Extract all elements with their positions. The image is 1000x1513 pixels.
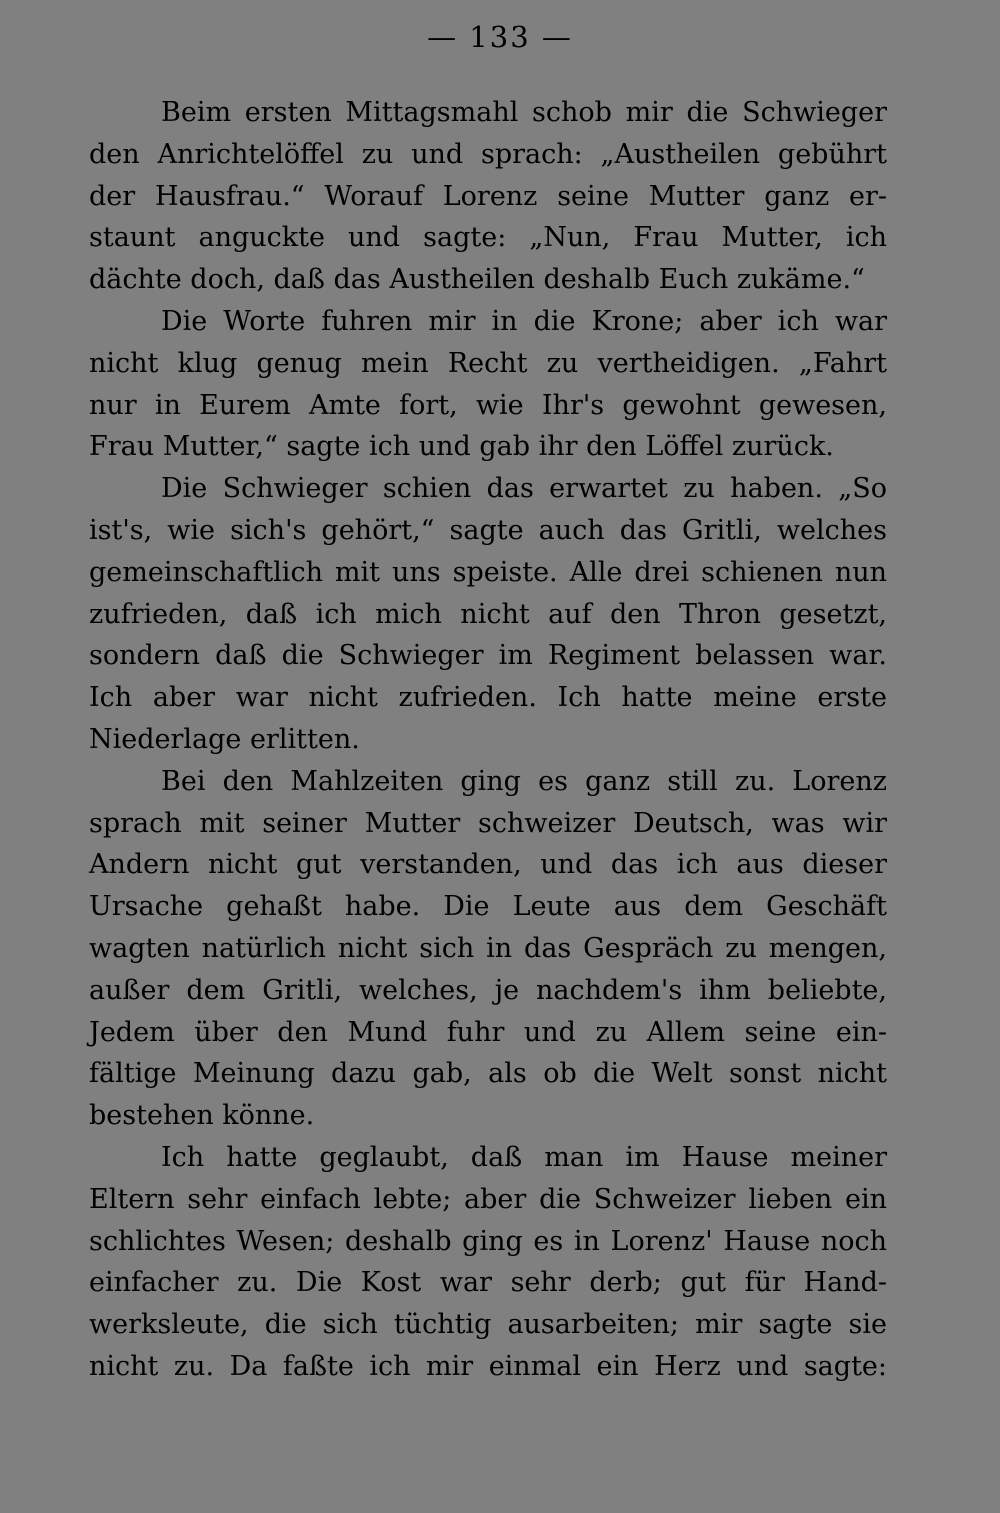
text-line: Jedem über den Mund fuhr und zu Allem seine ein- xyxy=(89,1016,887,1048)
text-line: Die Schwieger schien das erwartet zu haben. „So xyxy=(161,473,887,505)
text-line: der Hausfrau.“ Worauf Lorenz seine Mutter ganz er- xyxy=(89,180,887,212)
text-line: ist's, wie sich's gehört,“ sagte auch das Gritli, welches xyxy=(89,514,887,546)
text-line: Eltern sehr einfach lebte; aber die Schweizer lieben ein xyxy=(89,1183,887,1215)
text-line: einfacher zu. Die Kost war sehr derb; gut für Hand- xyxy=(89,1267,887,1299)
text-line: dächte doch, daß das Austheilen deshalb Euch zukäme.“ xyxy=(89,264,865,296)
text-line: nur in Eurem Amte fort, wie Ihr's gewohnt gewesen, xyxy=(89,389,887,421)
text-line: staunt anguckte und sagte: „Nun, Frau Mutter, ich xyxy=(89,222,887,254)
text-line: Beim ersten Mittagsmahl schob mir die Schwieger xyxy=(161,97,887,128)
text-line: schlichtes Wesen; deshalb ging es in Lorenz' Hause noch xyxy=(89,1225,887,1257)
page-number: — 133 — xyxy=(427,20,573,54)
text-line: bestehen könne. xyxy=(89,1100,315,1132)
text-line: fältige Meinung dazu gab, als ob die Welt sonst nicht xyxy=(89,1058,887,1090)
text-line: zufrieden, daß ich mich nicht auf den Thron gesetzt, xyxy=(89,598,887,630)
text-line: sprach mit seiner Mutter schweizer Deutsch, was wir xyxy=(89,807,887,839)
text-line: werksleute, die sich tüchtig ausarbeiten; mir sagte sie xyxy=(89,1309,887,1341)
text-line: Bei den Mahlzeiten ging es ganz still zu. Lorenz xyxy=(161,765,887,797)
text-line: gemeinschaftlich mit uns speiste. Alle drei schienen nun xyxy=(89,556,887,588)
text-line: nicht klug genug mein Recht zu vertheidigen. „Fahrt xyxy=(89,347,887,379)
body-text xyxy=(89,92,887,1388)
text-line: Frau Mutter,“ sagte ich und gab ihr den Löffel zurück. xyxy=(89,431,834,463)
text-line: nicht zu. Da faßte ich mir einmal ein Herz und sagte: xyxy=(89,1350,887,1382)
text-line: den Anrichtelöffel zu und sprach: „Austheilen gebührt xyxy=(89,138,887,170)
text-line: Die Worte fuhren mir in die Krone; aber ich war xyxy=(161,305,887,337)
text-line: außer dem Gritli, welches, je nachdem's ihm beliebte, xyxy=(89,974,887,1006)
text-line: Ursache gehaßt habe. Die Leute aus dem Geschäft xyxy=(89,891,887,923)
text-line: sondern daß die Schwieger im Regiment belassen war. xyxy=(89,640,887,672)
text-line: Andern nicht gut verstanden, und das ich aus dieser xyxy=(89,849,887,881)
text-line: Ich hatte geglaubt, daß man im Hause meiner xyxy=(161,1141,887,1173)
text-line: Ich aber war nicht zufrieden. Ich hatte meine erste xyxy=(89,682,887,714)
text-line: wagten natürlich nicht sich in das Gespräch zu mengen, xyxy=(89,932,887,964)
text-line: Niederlage erlitten. xyxy=(89,723,360,755)
